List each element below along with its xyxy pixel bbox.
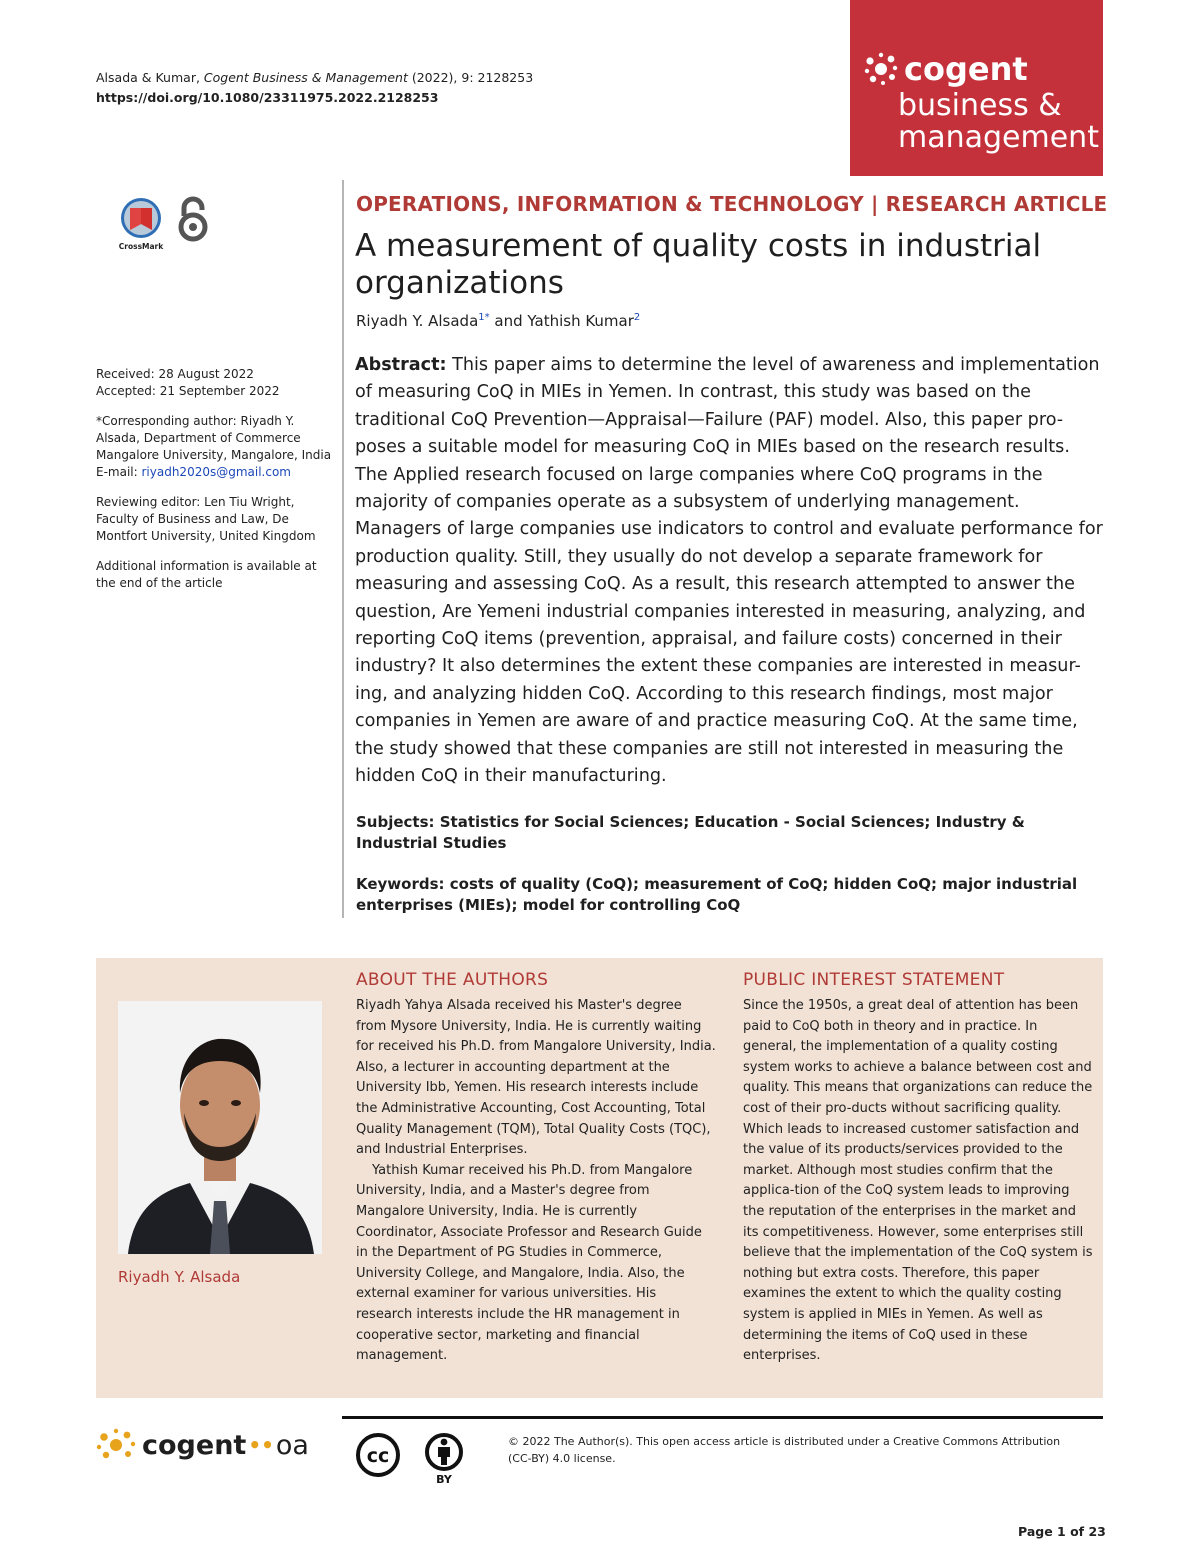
keywords: Keywords: costs of quality (CoQ); measurement of CoQ; hidden CoQ; major industrial enterprises (MIEs); model for controlling CoQ [356, 875, 1078, 914]
author-bio-1: Riyadh Yahya Alsada received his Master's degree from Mysore University, India. He is currently waiting for received his Ph.D. from Mangalore University, India. Also, a lecturer in accounting department at the University Ibb, Yemen. His research interests include the Administrative Accounting, Cost Accounting, Total Quality Management (TQM), Total Quality Costs (TQC), and Industrial Enterprises. [356, 998, 716, 1158]
citation-line [96, 68, 533, 88]
column-divider [342, 180, 344, 918]
author-1[interactable]: Riyadh Y. Alsada [356, 312, 479, 330]
corresponding-author-text: *Corresponding author: Riyadh Y. Alsada, Department of Commerce Mangalore University, Mangalore, India [96, 414, 332, 462]
citation-volume: (2022), 9: 2128253 [407, 70, 534, 85]
photo-caption: Riyadh Y. Alsada [118, 1268, 241, 1286]
footer-divider [342, 1416, 1103, 1419]
oa-logo-word-2: oa [275, 1429, 309, 1461]
citation-journal: Cogent Business & Management [203, 70, 408, 85]
public-interest-heading: PUBLIC INTEREST STATEMENT [743, 970, 1005, 990]
email-label: E-mail: [96, 465, 142, 479]
subjects: Subjects: Statistics for Social Sciences; Education - Social Sciences; Industry & Industrial Studies [356, 813, 1025, 852]
creative-commons-icon [355, 1432, 401, 1478]
reviewing-editor: Reviewing editor: Len Tiu Wright, Faculty of Business and Law, De Montfort University, United Kingdom [96, 495, 316, 543]
public-interest-text: Since the 1950s, a great deal of attention has been paid to CoQ both in theory and in practice. In general, the implementation of a quality costing system works to achieve a balance between cost and quality. This means that organizations can reduce the cost of their pro-ducts without sacrificing quality. Which leads to increased customer satisfaction and the value of its products/services provided to the market. Although most studies confirm that the applica-tion of the CoQ system leads to improving the reputation of the enterprises in the market and its competitiveness. However, some enterprises still believe that the implementation of the CoQ system is nothing but extra costs. Therefore, this paper examines the extent to which the quality costing system is applied in MIEs in Yemen. As well as determining the items of CoQ used in these enterprises. [743, 998, 1093, 1364]
received-date: Received: 28 August 2022 [96, 367, 254, 381]
article-authors [356, 312, 640, 330]
about-authors-text [356, 996, 716, 1367]
article-title: A measurement of quality costs in industrial organizations [355, 228, 1042, 301]
authors-conjunction: and [489, 312, 528, 330]
journal-brand-box [850, 0, 1103, 176]
citation [96, 68, 533, 108]
author-photo [118, 1001, 322, 1254]
author-1-affiliation[interactable]: 1* [478, 312, 490, 323]
accepted-date: Accepted: 21 September 2022 [96, 384, 280, 398]
citation-authors: Alsada & Kumar, [96, 70, 204, 85]
crossmark-icon [112, 196, 170, 252]
brand-subtitle-line-1: business & [898, 88, 1062, 123]
cc-license-icons[interactable] [355, 1432, 467, 1484]
cc-by-attribution-icon [421, 1432, 467, 1484]
email-link[interactable]: riyadh2020s@gmail.com [141, 465, 291, 479]
svg-text:cc: cc [366, 1445, 390, 1467]
open-access-lock-icon [176, 196, 210, 242]
author-bio-2: Yathish Kumar received his Ph.D. from Mangalore University, India, and a Master's degree from Mangalore University, India. He is currently Coordinator, Associate Professor and Research Guide in the Department of PG Studies in Commerce, University College, and Mangalore, India. Also, the external examiner for various universities. His research interests include the HR management in cooperative sector, marketing and financial management. [356, 1162, 702, 1364]
article-category: OPERATIONS, INFORMATION & TECHNOLOGY | RESEARCH ARTICLE [356, 192, 1108, 216]
article-meta [96, 366, 336, 605]
author-2-affiliation[interactable]: 2 [633, 312, 641, 323]
brand-top [864, 52, 1028, 86]
about-authors-heading: ABOUT THE AUTHORS [356, 970, 549, 990]
cogent-splat-icon [864, 52, 898, 86]
corresponding-author [96, 413, 336, 481]
doi-link[interactable]: https://doi.org/10.1080/23311975.2022.2128253 [96, 90, 439, 105]
brand-word: cogent [904, 50, 1028, 88]
cc-by-label: BY [436, 1473, 452, 1484]
license-text: © 2022 The Author(s). This open access article is distributed under a Creative Commons Attribution (CC-BY) 4.0 license. [508, 1435, 1061, 1465]
brand-subtitle-line-2: management [898, 120, 1099, 155]
crossmark-label: CrossMark [118, 242, 164, 251]
abstract-heading: Abstract: [355, 355, 447, 375]
oa-logo-word-1: cogent [142, 1429, 247, 1461]
cogent-oa-splat-icon [96, 1428, 136, 1462]
abstract-text: This paper aims to determine the level of awareness and implementation of measuring CoQ in MIEs in Yemen. In contrast, this study was based on the traditional CoQ Prevention—Appraisal—Failure (PAF) model. Also, this paper pro-poses a suitable model for measuring CoQ in MIEs based on the research results. The Applied research focused on large companies where CoQ programs in the majority of companies operate as a subsystem of underlying management. Managers of large companies use indicators to control and evaluate performance for production quality. Still, they usually do not develop a separate framework for measuring and assessing CoQ. As a result, this research attempted to answer the question, Are Yemeni industrial companies interested in measuring, analyzing, and reporting CoQ items (prevention, appraisal, and failure costs) concerned in their industry? It also determines the extent these companies are interested in measur-ing, and analyzing hidden CoQ. According to this research findings, most major companies in Yemen are aware of and practice measuring CoQ. At the same time, the study showed that these companies are still not interested in measuring the hidden CoQ in their manufacturing. [355, 355, 1103, 787]
page-number: Page 1 of 23 [1018, 1524, 1106, 1539]
author-2[interactable]: Yathish Kumar [527, 312, 634, 330]
received-accepted [96, 366, 336, 400]
open-access-badge [176, 196, 210, 242]
crossmark-badge[interactable] [112, 196, 170, 252]
abstract [355, 352, 1107, 791]
author-portrait-image [118, 1001, 322, 1254]
additional-information: Additional information is available at the end of the article [96, 559, 317, 590]
oa-logo-dots: •• [248, 1433, 274, 1457]
cogent-oa-logo [96, 1428, 309, 1462]
